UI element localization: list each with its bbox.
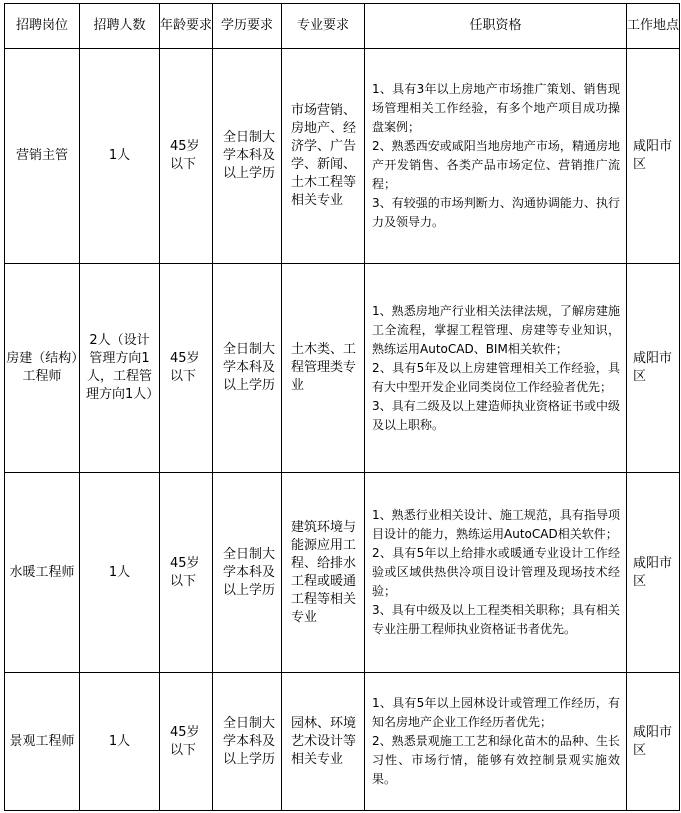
major-cell: 园林、环境艺术设计等相关专业: [282, 673, 365, 811]
qualifications-cell: [365, 473, 627, 673]
age-cell: 45岁以下: [160, 49, 213, 264]
major-cell: 土木类、工程管理类专业: [282, 264, 365, 473]
education-cell: 全日制大学本科及以上学历: [213, 49, 282, 264]
age-cell: 45岁以下: [160, 473, 213, 673]
header-count: 招聘人数: [80, 4, 160, 49]
age-cell: 45岁以下: [160, 673, 213, 811]
major-cell: 建筑环境与能源应用工程、给排水工程或暖通工程等相关专业: [282, 473, 365, 673]
qualification-item: 1、熟悉行业相关设计、施工规范，具有指导项目设计的能力，熟练运用AutoCAD相关软件；: [372, 508, 620, 541]
table-row: [5, 49, 680, 264]
qualification-item: 3、具有中级及以上工程类相关职称；具有相关专业注册工程师执业资格证书者优先。: [372, 603, 620, 636]
count-cell: 1人: [80, 673, 160, 811]
qualifications-cell: [365, 673, 627, 811]
education-cell: 全日制大学本科及以上学历: [213, 473, 282, 673]
location-cell: 咸阳市区: [627, 673, 680, 811]
qualification-item: 1、熟悉房地产行业相关法律法规，了解房建施工全流程，掌握工程管理、房建等专业知识，熟练运用AutoCAD、BIM相关软件；: [372, 303, 620, 356]
qualifications-cell: [365, 264, 627, 473]
header-education: 学历要求: [213, 4, 282, 49]
education-cell: 全日制大学本科及以上学历: [213, 264, 282, 473]
location-cell: 咸阳市区: [627, 473, 680, 673]
table-row: [5, 673, 680, 811]
header-row: [5, 4, 680, 49]
header-major: 专业要求: [282, 4, 365, 49]
header-qualifications: 任职资格: [365, 4, 627, 49]
count-cell: 1人: [80, 473, 160, 673]
header-location: 工作地点: [627, 4, 680, 49]
count-cell: 2人（设计管理方向1人，工程管理方向1人）: [80, 264, 160, 473]
recruitment-table: [4, 3, 680, 811]
table-row: [5, 473, 680, 673]
qualification-item: 2、具有5年以上给排水或暖通专业设计工作经验或区域供热供冷项目设计管理及现场技术经验；: [372, 546, 620, 598]
location-cell: 咸阳市区: [627, 49, 680, 264]
qualification-item: 1、具有5年以上园林设计或管理工作经历，有知名房地产企业工作经历者优先；: [372, 696, 620, 729]
age-cell: 45岁以下: [160, 264, 213, 473]
position-cell: 水暖工程师: [5, 473, 80, 673]
position-cell: 营销主管: [5, 49, 80, 264]
location-cell: 咸阳市区: [627, 264, 680, 473]
qualification-item: 2、熟悉西安或咸阳当地房地产市场，精通房地产开发销售、各类产品市场定位、营销推广流程；: [372, 139, 620, 191]
education-cell: 全日制大学本科及以上学历: [213, 673, 282, 811]
header-age: 年龄要求: [160, 4, 213, 49]
qualification-item: 3、有较强的市场判断力、沟通协调能力、执行力及领导力。: [372, 196, 620, 229]
qualification-item: 2、具有5年及以上房建管理相关工作经验，具有大中型开发企业同类岗位工作经验者优先；: [372, 360, 620, 394]
position-cell: 景观工程师: [5, 673, 80, 811]
qualification-item: 1、具有3年以上房地产市场推广策划、销售现场管理相关工作经验，有多个地产项目成功操盘案例；: [372, 82, 620, 134]
qualifications-cell: [365, 49, 627, 264]
qualification-item: 3、具有二级及以上建造师执业资格证书或中级及以上职称。: [372, 398, 620, 432]
major-cell: 市场营销、房地产、经济学、广告学、新闻、土木工程等相关专业: [282, 49, 365, 264]
qualification-item: 2、熟悉景观施工工艺和绿化苗木的品种、生长习性、市场行情，能够有效控制景观实施效果。: [372, 734, 620, 786]
position-cell: 房建（结构）工程师: [5, 264, 80, 473]
header-position: 招聘岗位: [5, 4, 80, 49]
table-row: [5, 264, 680, 473]
count-cell: 1人: [80, 49, 160, 264]
